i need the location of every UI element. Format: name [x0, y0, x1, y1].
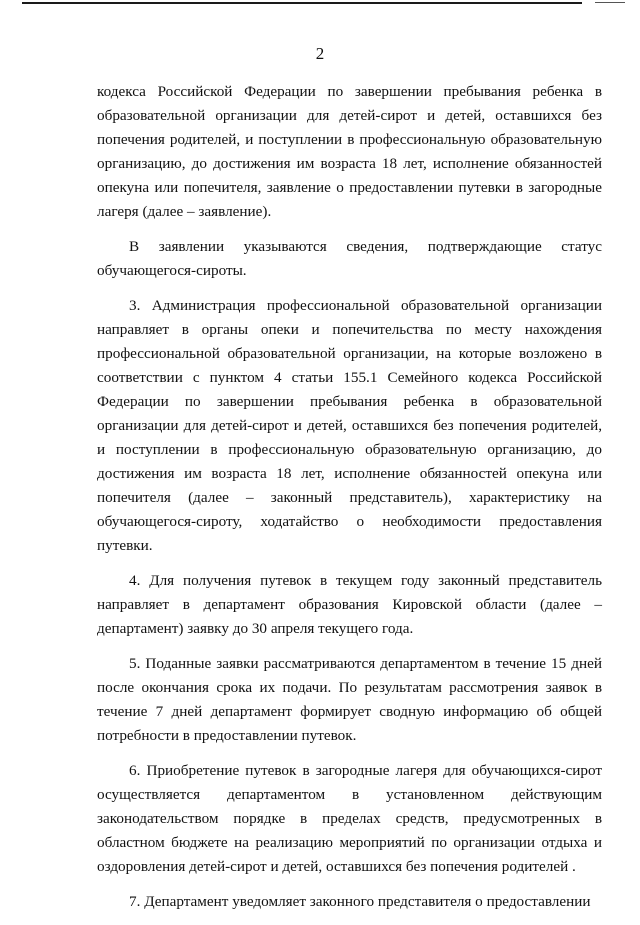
- document-body: [97, 80, 602, 925]
- paragraph-item-7: 7. Департамент уведомляет законного представителя о предоставлении: [129, 893, 591, 910]
- paragraph-item-3: 3. Администрация профессиональной образовательной организации направляет в органы опеки и попечительства по месту нахождения профессиональной образовательной организации, на которые возложено в соответствии с пунктом 4 статьи 155.1 Семейного кодекса Российской Федерации по завершении пребывания ребенка в образовательной организации для детей-сирот и детей, оставшихся без попечения родителей, и поступлении в профессиональную образовательную организацию, до достижения им возраста 18 лет, исполнение обязанностей опекуна или попечителя (далее – законный представитель), характеристику на обучающегося-сироту, ходатайство о необходимости предоставления путевки.: [97, 297, 602, 554]
- top-border-dash: [595, 2, 625, 3]
- paragraph-item-5: 5. Поданные заявки рассматриваются департаментом в течение 15 дней после окончания срока их подачи. По результатам рассмотрения заявок в течение 7 дней департамент формирует сводную информацию об общей потребности в предоставлении путевок.: [97, 655, 602, 744]
- top-border-line: [22, 2, 582, 4]
- page-number: 2: [315, 44, 325, 63]
- paragraph-item-4: 4. Для получения путевок в текущем году законный представитель направляет в департамент образования Кировской области (далее – департамент) заявку до 30 апреля текущего года.: [97, 572, 602, 637]
- paragraph-continuation: кодекса Российской Федерации по завершении пребывания ребенка в образовательной организации для детей-сирот и детей, оставшихся без попечения родителей, и поступлении в профессиональную образовательную организацию, до достижения им возраста 18 лет, исполнение обязанностей опекуна или попечителя, заявление о предоставлении путевки в загородные лагеря (далее – заявление).: [97, 83, 602, 220]
- paragraph-item-6: 6. Приобретение путевок в загородные лагеря для обучающихся-сирот осуществляется департаментом в установленном действующим законодательством порядке в пределах средств, предусмотренных в областном бюджете на реализацию мероприятий по организации отдыха и оздоровления детей-сирот и детей, оставшихся без попечения родителей .: [97, 762, 602, 875]
- paragraph-statement-content: В заявлении указываются сведения, подтверждающие статус обучающегося-сироты.: [97, 238, 602, 279]
